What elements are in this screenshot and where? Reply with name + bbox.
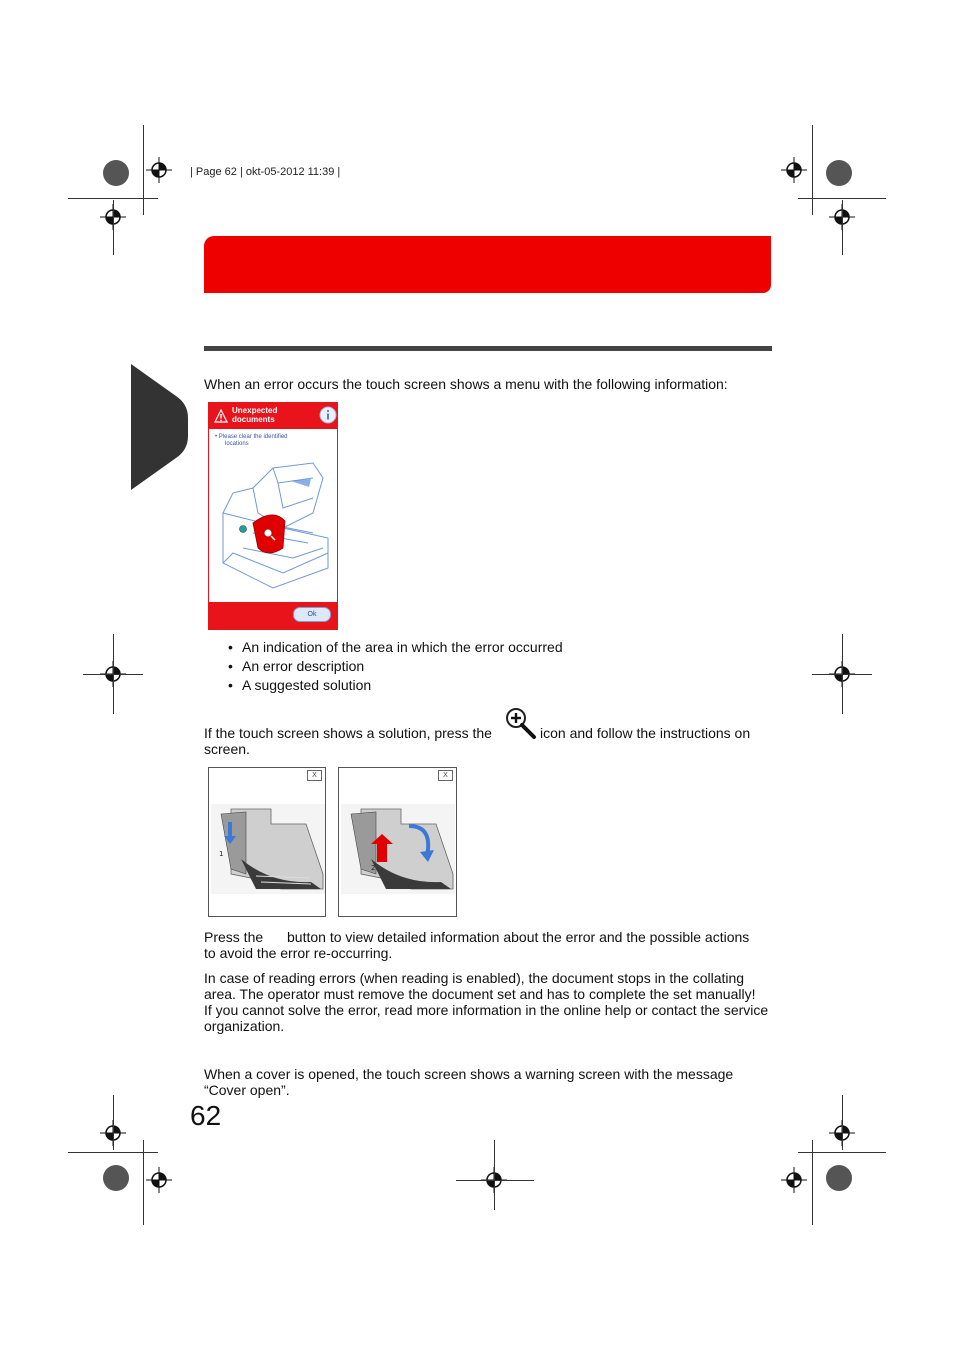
info-icon[interactable] [319, 406, 337, 424]
crop-line [113, 1095, 114, 1150]
crop-line [456, 1180, 534, 1181]
step-close-button[interactable]: X [438, 770, 453, 781]
crop-line [113, 200, 114, 255]
screen-title-bar [209, 403, 337, 429]
screen-title-line2: documents [232, 415, 275, 424]
chapter-banner [204, 236, 771, 293]
info-list [228, 638, 563, 695]
intro-text: When an error occurs the touch screen shows a menu with the following information: [204, 376, 728, 392]
step-close-button[interactable]: X [307, 770, 322, 781]
screen-instruction-line1: Please clear the identified [218, 434, 288, 440]
paragraph-line: In case of reading errors (when reading is enabled), the document stops in the collating [204, 970, 745, 986]
press-text-b: button to view detailed information about the error and the possible actions [287, 929, 750, 945]
crop-line [798, 198, 886, 199]
step-number: 1 [219, 850, 224, 858]
screen-title-line1: Unexpected [232, 406, 278, 415]
registration-dot [103, 1165, 129, 1191]
screen-instruction-line2: locations [225, 441, 249, 447]
list-item: • An indication of the area in which the error occurred [228, 638, 563, 657]
crop-line [143, 125, 144, 215]
crop-line [812, 1140, 813, 1225]
crop-line [812, 125, 813, 215]
solution-text-a: If the touch screen shows a solution, press the [204, 725, 492, 741]
chapter-tab [131, 364, 188, 490]
section-rule [204, 346, 772, 351]
instruction-bullet: • [215, 434, 219, 440]
registration-dot [103, 160, 129, 186]
crosshair-mark [781, 157, 807, 183]
list-item: • An error description [228, 657, 563, 676]
registration-dot [826, 160, 852, 186]
crop-line [68, 198, 158, 199]
list-item: • A suggested solution [228, 676, 563, 695]
crop-line [83, 674, 143, 675]
crosshair-mark [146, 157, 172, 183]
step-illustration [341, 804, 455, 894]
solution-text-b: icon and follow the instructions on [540, 725, 751, 741]
crop-line [68, 1152, 158, 1153]
warning-icon [214, 409, 228, 423]
page-header-meta: | Page 62 | okt-05-2012 11:39 | [190, 166, 341, 178]
touch-screen-figure [208, 402, 338, 630]
crop-line [842, 200, 843, 255]
step-figure-2 [338, 767, 457, 917]
crop-line [812, 674, 872, 675]
ok-button[interactable]: Ok [293, 607, 331, 622]
crop-line [842, 1095, 843, 1150]
paragraph-line: When a cover is opened, the touch screen shows a warning screen with the message [204, 1066, 734, 1082]
screen-footer-bar [209, 602, 337, 629]
paragraph-line: If you cannot solve the error, read more information in the online help or contact the service [204, 1002, 769, 1018]
press-text-line2: to avoid the error re-occurring. [204, 945, 393, 961]
screen-instruction [215, 434, 288, 448]
cover-open-paragraph [204, 1066, 774, 1098]
solution-text-line2: screen. [204, 741, 250, 757]
crop-line [494, 1140, 495, 1210]
step-figure-1 [208, 767, 326, 917]
step-illustration [211, 804, 325, 894]
page-number: 62 [190, 1100, 222, 1131]
paragraph-line: area. The operator must remove the document set and has to complete the set manually! [204, 986, 756, 1002]
crosshair-mark [146, 1167, 172, 1193]
paragraph-line: “Cover open”. [204, 1082, 290, 1098]
paragraph-line: organization. [204, 1018, 285, 1034]
crosshair-mark [781, 1167, 807, 1193]
press-text-a: Press the [204, 929, 264, 945]
reading-errors-paragraph [204, 970, 784, 1034]
step-number: 2 [371, 864, 376, 872]
magnify-plus-icon [504, 707, 538, 741]
registration-dot [826, 1165, 852, 1191]
machine-illustration [213, 453, 333, 593]
crop-line [143, 1140, 144, 1225]
